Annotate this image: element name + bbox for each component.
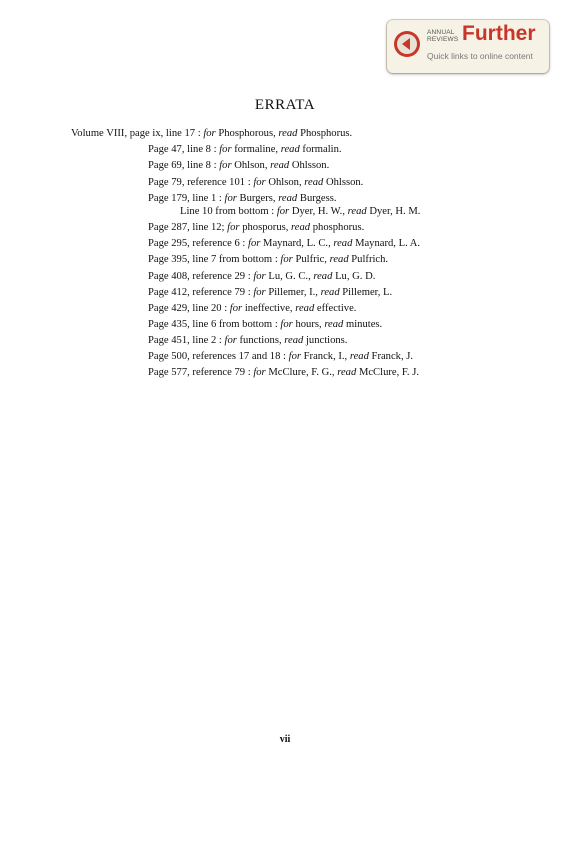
errata-line: Line 10 from bottom : for Dyer, H. W., read Dyer, H. M. xyxy=(180,206,421,217)
page-heading: ERRATA xyxy=(254,97,316,113)
errata-line: Page 412, reference 79 : for Pillemer, I., read Pillemer, L. xyxy=(148,287,393,298)
errata-line: Page 408, reference 29 : for Lu, G. C., read Lu, G. D. xyxy=(148,271,376,282)
errata-line: Page 429, line 20 : for ineffective, read effective. xyxy=(148,303,357,314)
errata-line: Volume VIII, page ix, line 17 : for Phosphorous, read Phosphorus. xyxy=(71,128,353,139)
errata-line: Page 451, line 2 : for functions, read junctions. xyxy=(148,335,348,346)
errata-line: Page 79, reference 101 : for Ohlson, read Ohlsson. xyxy=(148,177,364,188)
play-arrow-icon xyxy=(393,30,421,58)
errata-line: Page 287, line 12; for phosporus, read phosphorus. xyxy=(148,222,365,233)
errata-line: Page 295, reference 6 : for Maynard, L. C., read Maynard, L. A. xyxy=(148,238,421,249)
errata-line: Page 69, line 8 : for Ohlson, read Ohlsson. xyxy=(148,160,330,171)
further-badge[interactable] xyxy=(387,20,549,73)
errata-line: Page 435, line 6 from bottom : for hours, read minutes. xyxy=(148,319,383,330)
errata-line: Page 179, line 1 : for Burgers, read Burgess. xyxy=(148,193,337,204)
page-number: vii xyxy=(279,734,291,745)
annual-reviews-logo-text: ANNUAL REVIEWS xyxy=(427,29,459,43)
further-subtitle: Quick links to online content xyxy=(427,51,533,61)
errata-line: Page 500, references 17 and 18 : for Franck, I., read Franck, J. xyxy=(148,351,414,362)
errata-line: Page 577, reference 79 : for McClure, F. G., read McClure, F. J. xyxy=(148,367,420,378)
errata-line: Page 395, line 7 from bottom : for Pulfric, read Pulfrich. xyxy=(148,254,389,265)
errata-line: Page 47, line 8 : for formaline, read formalin. xyxy=(148,144,342,155)
further-title: Further xyxy=(462,22,536,45)
